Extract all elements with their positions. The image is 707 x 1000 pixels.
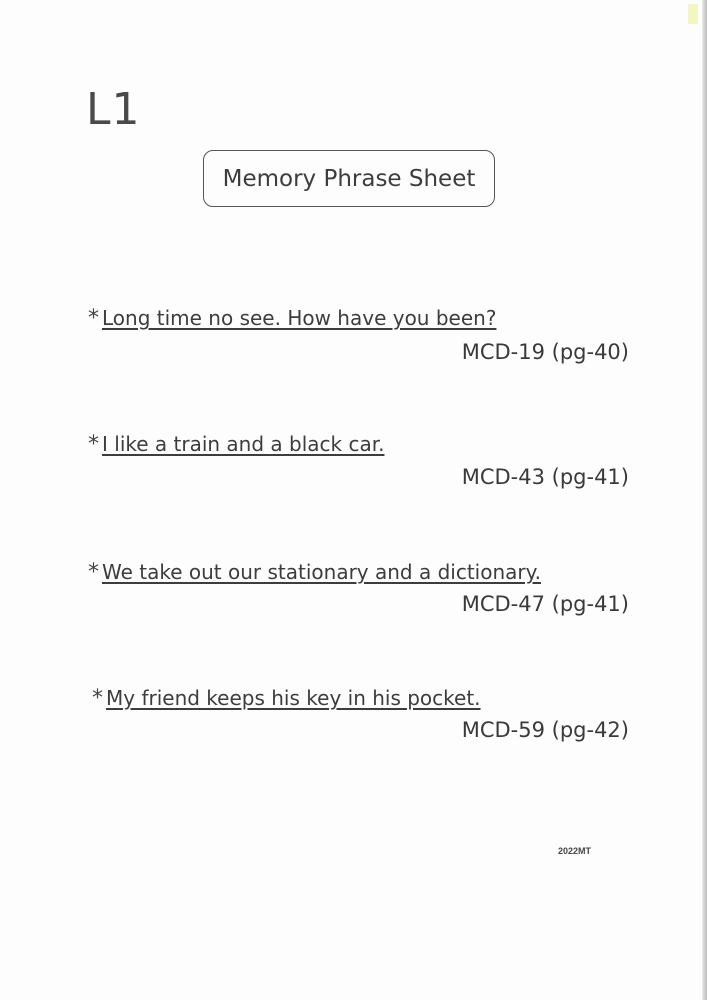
phrase-reference: MCD-43 (pg-41) [461,465,629,489]
level-label: L1 [86,84,141,135]
asterisk-icon: * [88,560,99,585]
scan-edge-shadow [702,0,707,1000]
asterisk-icon: * [88,432,99,457]
asterisk-icon: * [88,306,99,331]
title-box [203,150,495,207]
page-title: Memory Phrase Sheet [222,165,476,192]
phrase-text: Long time no see. How have you been? [102,306,497,330]
asterisk-icon: * [92,686,103,711]
highlight-mark [688,4,698,24]
phrase-reference: MCD-47 (pg-41) [461,592,629,616]
phrase-item [88,432,384,457]
phrase-text: I like a train and a black car. [102,432,385,456]
phrase-text: We take out our stationary and a dictionary. [102,560,541,584]
footer-code: 2022MT [558,846,592,856]
phrase-item [92,686,481,711]
phrase-item [88,560,541,585]
phrase-reference: MCD-59 (pg-42) [461,718,629,742]
phrase-reference: MCD-19 (pg-40) [461,340,629,364]
phrase-item [88,306,496,331]
phrase-text: My friend keeps his key in his pocket. [106,686,481,710]
